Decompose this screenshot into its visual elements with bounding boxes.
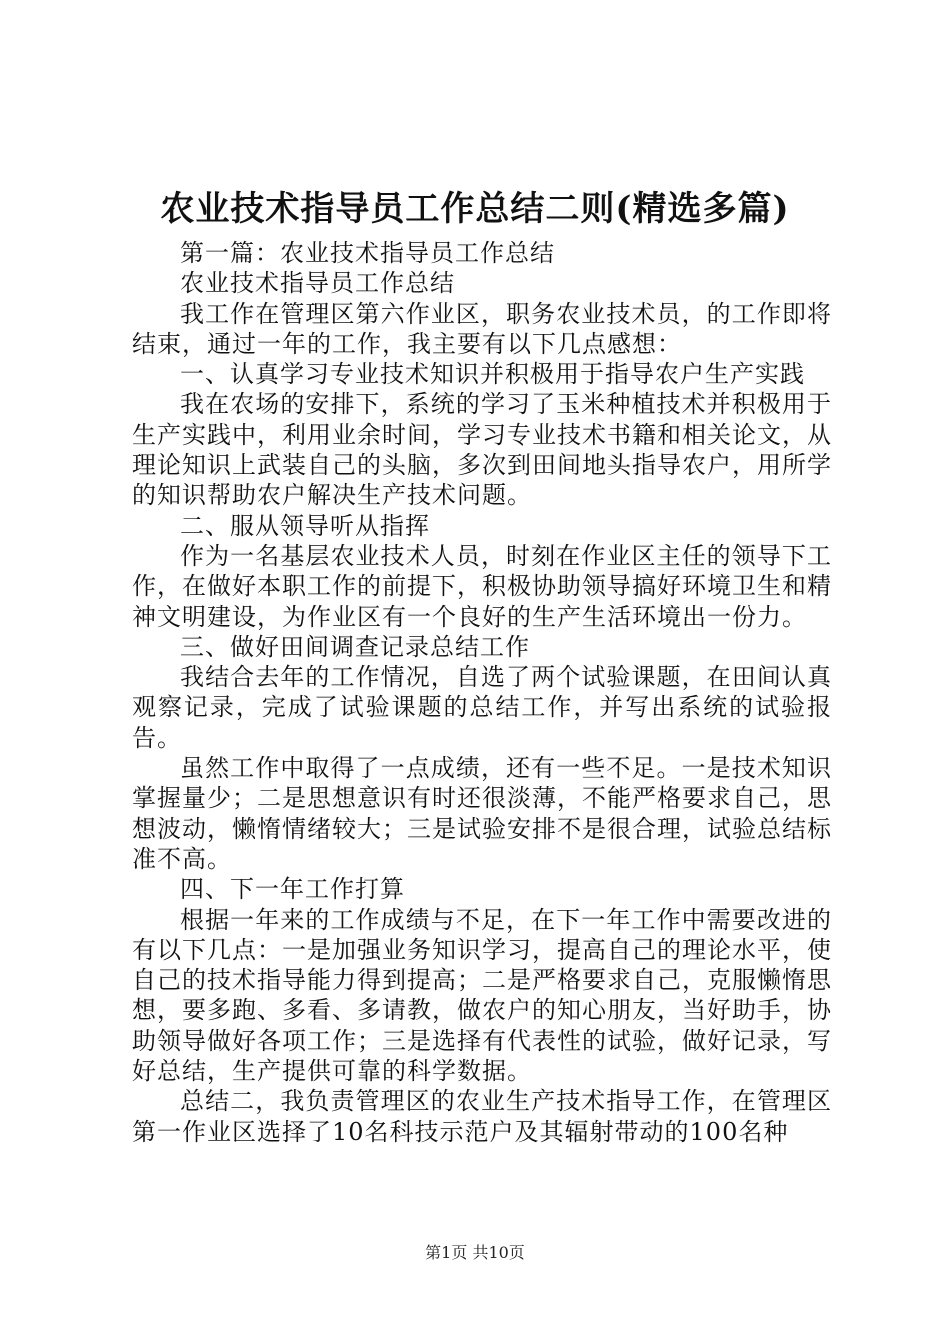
document-body [132, 238, 832, 1147]
paragraph: 农业技术指导员工作总结 [180, 269, 455, 298]
document-title: 农业技术指导员工作总结二则(精选多篇) [160, 189, 790, 229]
paragraph: 根据一年来的工作成绩与不足，在下一年工作中需要改进的有以下几点：一是加强业务知识学习，提高自己的理论水平，使自己的技术指导能力得到提高；二是严格要求自己，克服懒惰思想，要多跑、多看、多请教，做农户的知心朋友，当好助手，协助领导做好各项工作；三是选择有代表性的试验，做好记录，写好总结，生产提供可靠的科学数据。 [132, 905, 832, 1086]
paragraph: 我结合去年的工作情况，自选了两个试验课题，在田间认真观察记录，完成了试验课题的总结工作，并写出系统的试验报告。 [132, 663, 832, 752]
section-heading: 二、服从领导听从指挥 [180, 511, 430, 540]
paragraph: 第一篇：农业技术指导员工作总结 [180, 239, 555, 267]
paragraph: 虽然工作中取得了一点成绩，还有一些不足。一是技术知识掌握量少；二是思想意识有时还很淡薄，不能严格要求自己，思想波动，懒惰情绪较大；三是试验安排不是很合理，试验总结标准不高。 [132, 754, 832, 873]
paragraph: 总结二，我负责管理区的农业生产技术指导工作，在管理区第一作业区选择了10名科技示范户及其辐射带动的100名种 [132, 1087, 832, 1146]
section-heading: 一、认真学习专业技术知识并积极用于指导农户生产实践 [180, 360, 805, 389]
paragraph: 作为一名基层农业技术人员，时刻在作业区主任的领导下工作，在做好本职工作的前提下，积极协助领导搞好环境卫生和精神文明建设，为作业区有一个良好的生产生活环境出一份力。 [132, 541, 832, 631]
paragraph: 我工作在管理区第六作业区，职务农业技术员，的工作即将结束，通过一年的工作，我主要有以下几点感想： [132, 299, 832, 358]
section-heading: 四、下一年工作打算 [180, 875, 405, 904]
paragraph: 我在农场的安排下，系统的学习了玉米种植技术并积极用于生产实践中，利用业余时间，学习专业技术书籍和相关论文，从理论知识上武装自己的头脑，多次到田间地头指导农户，用所学的知识帮助农户解决生产技术问题。 [132, 390, 832, 510]
section-heading: 三、做好田间调查记录总结工作 [180, 632, 530, 661]
page-number: 第1页 共10页 [425, 1243, 525, 1262]
